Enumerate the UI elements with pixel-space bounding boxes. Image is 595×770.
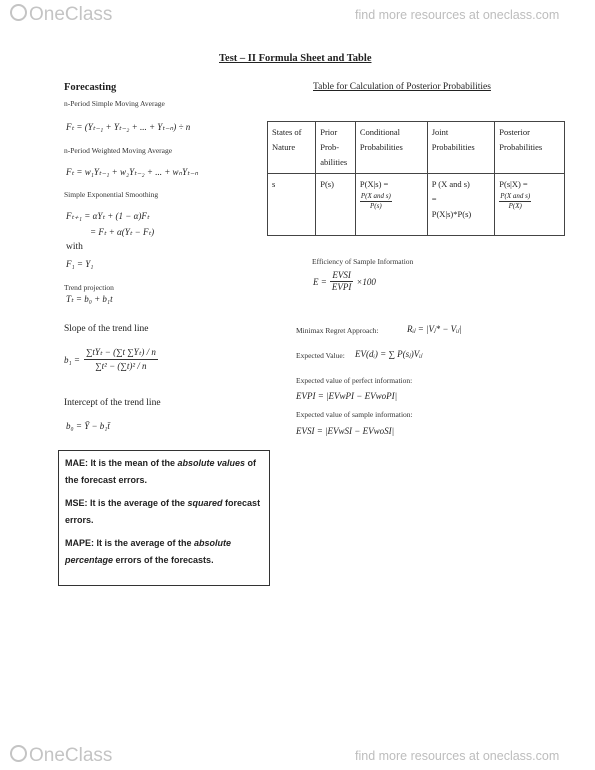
cell-states: s [268, 174, 316, 236]
mape-definition: MAPE: It is the average of the absolute percentage errors of the forecasts. [65, 538, 232, 565]
with-formula: F₁ = Y₁ [66, 259, 94, 269]
page-title: Test – II Formula Sheet and Table [219, 53, 372, 64]
evpi-formula: EVPI = |EVwPI − EVwoPI| [296, 391, 398, 401]
ses-formula-2: = Fₜ + α(Yₜ − Fₜ) [90, 227, 155, 237]
footer-promo-link[interactable]: find more resources at oneclass.com [355, 749, 560, 763]
table-row [268, 174, 565, 236]
slope-denominator: ∑t² − (∑t)² / n [95, 361, 147, 371]
mae-definition: MAE: It is the mean of the absolute values of the forecast errors. [65, 458, 257, 485]
efficiency-formula: E = EVSI EVPI ×100 [313, 270, 376, 292]
efficiency-fraction: EVSI EVPI [331, 270, 352, 292]
header-promo-link[interactable]: find more resources at oneclass.com [355, 8, 560, 22]
minimax-formula: Rᵢⱼ = |Vⱼ* − Vᵢⱼ| [407, 324, 462, 334]
oneclass-logo-icon [10, 4, 27, 21]
header-logo-text: OneClass [29, 4, 113, 25]
evsi-label: Expected value of sample information: [296, 410, 413, 419]
header-joint: Joint Probabilities [427, 122, 495, 174]
mse-definition: MSE: It is the average of the squared forecast errors. [65, 498, 261, 525]
slope-lhs: b₁ = [64, 354, 80, 365]
slope-formula [64, 346, 158, 373]
efficiency-label: Efficiency of Sample Information [312, 257, 414, 266]
posterior-table-title: Table for Calculation of Posterior Probabilities [313, 82, 491, 92]
slope-label: Slope of the trend line [64, 324, 149, 334]
slope-fraction [84, 346, 158, 373]
cell-conditional: P(X|s) = $\frac{\text{P(X and s)}}{P(s)}$ [355, 174, 427, 236]
with-label: with [66, 242, 83, 252]
cell-posterior: P(s|X) = $\frac{\text{P(X and s)}}{P(X)}$ [495, 174, 565, 236]
sma-label: n-Period Simple Moving Average [64, 99, 165, 108]
header-conditional: Conditional Probabilities [355, 122, 427, 174]
oneclass-logo-icon [10, 745, 27, 762]
table-header-row [268, 122, 565, 174]
evpi-label: Expected value of perfect information: [296, 376, 413, 385]
ev-label: Expected Value: [296, 351, 345, 360]
ev-formula: EV(dᵢ) = ∑ P(sⱼ)Vᵢⱼ [355, 349, 423, 359]
wma-formula: Fₜ = w₁Yₜ₋₁ + w₂Yₜ₋₂ + ... + wₙYₜ₋ₙ [66, 167, 199, 177]
wma-label: n-Period Weighted Moving Average [64, 146, 173, 155]
trend-label: Trend projection [64, 283, 114, 292]
conditional-fraction: $\frac{\text{P(X and s)}}{P(s)}$ [360, 192, 391, 210]
error-definitions-box [58, 450, 270, 586]
header-states: States of Nature [268, 122, 316, 174]
intercept-formula: b₀ = Ȳ − b₁t̄ [66, 421, 110, 431]
ses-label: Simple Exponential Smoothing [64, 190, 159, 199]
header-logo[interactable] [10, 4, 112, 26]
forecasting-heading: Forecasting [64, 82, 117, 93]
sma-formula: Fₜ = (Yₜ₋₁ + Yₜ₋₂ + ... + Yₜ₋ₙ) ÷ n [66, 122, 191, 132]
posterior-fraction: $\frac{\text{P(X and s)}}{P(X)}$ [500, 192, 531, 210]
intercept-label: Intercept of the trend line [64, 398, 161, 408]
footer-logo-text: OneClass [29, 745, 113, 766]
evsi-formula: EVSI = |EVwSI − EVwoSI| [296, 426, 395, 436]
header-prior: Prior Prob-abilities [316, 122, 356, 174]
header-posterior: Posterior Probabilities [495, 122, 565, 174]
minimax-label: Minimax Regret Approach: [296, 326, 379, 335]
cell-prior: P(s) [316, 174, 356, 236]
ses-formula-1: Fₜ₊₁ = αYₜ + (1 − α)Fₜ [66, 211, 150, 221]
posterior-table [267, 121, 565, 236]
footer-logo[interactable] [10, 745, 112, 767]
cell-joint: P (X and s) = P(X|s)*P(s) [427, 174, 495, 236]
slope-numerator: ∑tYₜ − (∑t ∑Yₜ) / n [84, 346, 158, 360]
trend-formula: Tₜ = b₀ + b₁t [66, 294, 113, 304]
